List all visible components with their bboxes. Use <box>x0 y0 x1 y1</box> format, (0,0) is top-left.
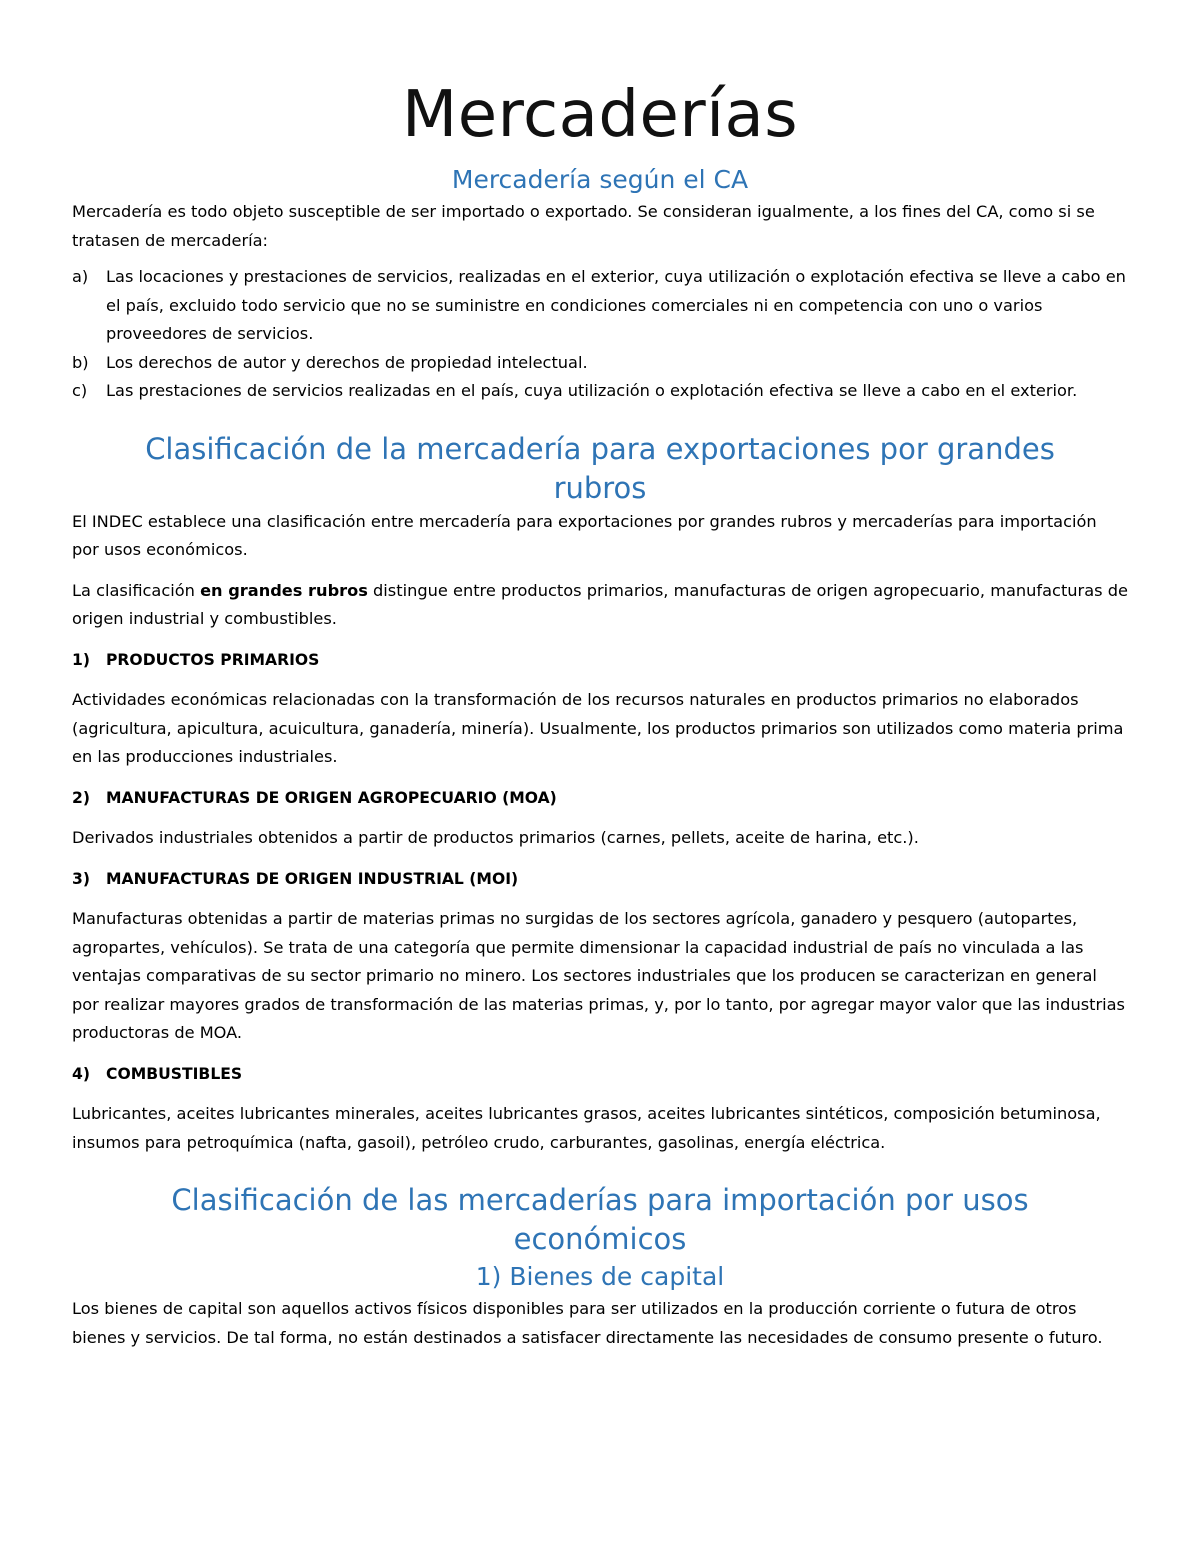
heading-clasificacion-exportaciones <box>72 430 1128 508</box>
paragraph-indec: El INDEC establece una clasificación entre mercadería para exportaciones por grandes rubros y mercaderías para importación por usos económicos. <box>72 511 1097 559</box>
category-label: COMBUSTIBLES <box>106 1064 243 1083</box>
paragraph-moa: Derivados industriales obtenidos a partir de productos primarios (carnes, pellets, aceite de harina, etc.). <box>72 828 919 847</box>
document-title: Mercaderías <box>401 78 799 152</box>
heading-clasificacion-importacion <box>72 1181 1128 1259</box>
paragraph-productos-primarios: Actividades económicas relacionadas con la transformación de los recursos naturales en productos primarios no elaborados (agricultura, apicultura, acuicultura, ganadería, minería). Usualmente, los productos primarios son utilizados como materia prima en las producciones industriales. <box>72 690 1124 766</box>
heading-bienes-de-capital: 1) Bienes de capital <box>475 1262 725 1291</box>
list-marker: a) <box>72 267 89 286</box>
list-marker: c) <box>72 381 88 400</box>
list-item-a <box>72 263 1128 349</box>
heading-line: Clasificación de las mercaderías para importación por usos <box>171 1183 1029 1217</box>
list-item-text: Las locaciones y prestaciones de servicios, realizadas en el exterior, cuya utilización o explotación efectiva se lleve a cabo en el país, excluido todo servicio que no se suministre en condiciones comerciales ni en competencia con uno o varios proveedores de servicios. <box>106 267 1126 343</box>
bold-text: en grandes rubros <box>200 580 368 600</box>
heading-line: económicos <box>513 1222 687 1256</box>
category-marker: 4) <box>72 1064 90 1083</box>
heading-line: Clasificación de la mercadería para exportaciones por grandes <box>145 431 1055 466</box>
paragraph-intro: Mercadería es todo objeto susceptible de ser importado o exportado. Se consideran igualmente, a los fines del CA, como si se tratasen de mercadería: <box>72 202 1095 250</box>
heading-line: rubros <box>553 470 647 505</box>
list-marker: b) <box>72 352 89 372</box>
category-heading-4 <box>72 1060 1128 1089</box>
category-heading-3 <box>72 865 1128 894</box>
category-label: MANUFACTURAS DE ORIGEN AGROPECUARIO (MOA) <box>106 788 557 807</box>
category-marker: 1) <box>72 650 90 669</box>
list-item-b <box>72 349 1128 378</box>
paragraph-grandes-rubros <box>72 577 1128 634</box>
paragraph-bienes-de-capital: Los bienes de capital son aquellos activos físicos disponibles para ser utilizados en la producción corriente o futura de otros bienes y servicios. De tal forma, no están destinados a satisfacer directamente las necesidades de consumo presente o futuro. <box>72 1299 1103 1347</box>
category-heading-2 <box>72 784 1128 813</box>
list-item-c <box>72 377 1128 406</box>
heading-mercaderia-segun-ca: Mercadería según el CA <box>451 165 749 194</box>
category-marker: 3) <box>72 869 90 888</box>
category-marker: 2) <box>72 788 90 807</box>
category-heading-1 <box>72 646 1128 675</box>
list-item-text: Las prestaciones de servicios realizadas en el país, cuya utilización o explotación efectiva se lleve a cabo en el exterior. <box>106 381 1078 400</box>
category-label: PRODUCTOS PRIMARIOS <box>106 650 320 669</box>
text-span: distingue entre productos primarios, manufacturas de origen agropecuario, manufacturas de origen industrial y combustibles. <box>72 580 1128 628</box>
paragraph-moi: Manufacturas obtenidas a partir de materias primas no surgidas de los sectores agrícola, ganadero y pesquero (autopartes, agropartes, vehículos). Se trata de una categoría que permite dimensionar la capacidad industrial de país no vinculada a las ventajas comparativas de su sector primario no minero. Los sectores industriales que los producen se caracterizan en general por realizar mayores grados de transformación de las materias primas, y, por lo tanto, por agregar mayor valor que las industrias productoras de MOA. <box>72 909 1125 1042</box>
list-alpha <box>72 263 1128 406</box>
text-span: La clasificación <box>72 580 201 600</box>
paragraph-combustibles: Lubricantes, aceites lubricantes minerales, aceites lubricantes grasos, aceites lubricantes sintéticos, composición betuminosa, insumos para petroquímica (nafta, gasoil), petróleo crudo, carburantes, gasolinas, energía eléctrica. <box>72 1104 1101 1152</box>
category-label: MANUFACTURAS DE ORIGEN INDUSTRIAL (MOI) <box>106 869 519 888</box>
list-item-text: Los derechos de autor y derechos de propiedad intelectual. <box>106 352 588 372</box>
